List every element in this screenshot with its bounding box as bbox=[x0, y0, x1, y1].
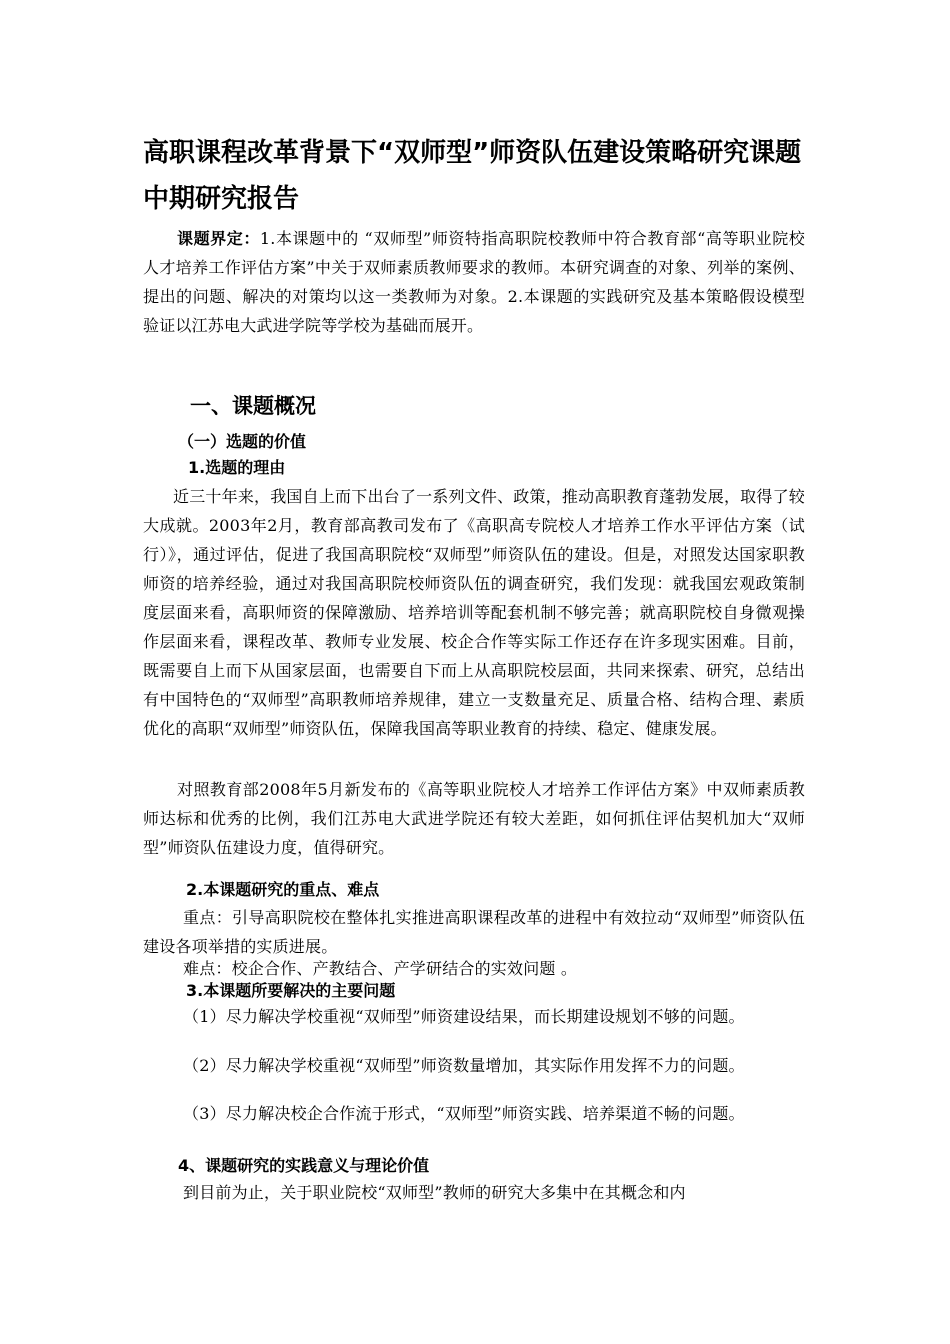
problem-point: （3）尽力解决校企合作流于形式，“双师型”师资实践、培养渠道不畅的问题。 bbox=[183, 1104, 745, 1123]
item-heading-key-points: 2.本课题研究的重点、难点 bbox=[186, 880, 380, 899]
item-heading-main-problems: 3.本课题所要解决的主要问题 bbox=[186, 981, 396, 1000]
key-point-paragraph: 重点：引导高职院校在整体扎实推进高职课程改革的进程中有效拉动“双师型”师资队伍建设各项举措的实质进展。 bbox=[143, 908, 805, 956]
item-heading-significance: 4、课题研究的实践意义与理论价值 bbox=[178, 1156, 430, 1175]
definition-text: 1.本课题中的 “双师型”师资特指高职院校教师中符合教育部“高等职业院校人才培养工作评估方案”中关于双师素质教师要求的教师。本研究调查的对象、列举的案例、提出的问题、解决的对策均以这一类教师为对象。2.本课题的实践研究及基本策略假设模型验证以江苏电大武进学院等学校为基础而展开。 bbox=[143, 229, 805, 335]
definition-paragraph bbox=[143, 224, 805, 340]
reasons-paragraph-2: 对照教育部2008年5月新发布的《高等职业院校人才培养工作评估方案》中双师素质教师达标和优秀的比例，我们江苏电大武进学院还有较大差距，如何抓住评估契机加大“双师型”师资队伍建设力度，值得研究。 bbox=[143, 780, 805, 857]
section-heading-overview: 一、课题概况 bbox=[190, 394, 316, 418]
definition-label: 课题界定： bbox=[177, 229, 260, 248]
item-heading-reasons: 1.选题的理由 bbox=[188, 458, 286, 477]
problem-point: （2）尽力解决学校重视“双师型”师资数量增加，其实际作用发挥不力的问题。 bbox=[183, 1056, 745, 1075]
difficulty-paragraph: 难点：校企合作、产教结合、产学研结合的实效问题 。 bbox=[183, 959, 578, 978]
subsection-heading-value: （一）选题的价值 bbox=[178, 432, 307, 451]
significance-paragraph: 到目前为止，关于职业院校“双师型”教师的研究大多集中在其概念和内 bbox=[183, 1183, 686, 1202]
reasons-paragraph-1: 近三十年来，我国自上而下出台了一系列文件、政策，推动高职教育蓬勃发展，取得了较大成就。2003年2月，教育部高教司发布了《高职高专院校人才培养工作水平评估方案（试行）》，通过评估，促进了我国高职院校“双师型”师资队伍的建设。但是，对照发达国家职教师资的培养经验，通过对我国高职院校师资队伍的调查研究，我们发现：就我国宏观政策制度层面来看，高职师资的保障激励、培养培训等配套机制不够完善；就高职院校自身微观操作层面来看，课程改革、教师专业发展、校企合作等实际工作还存在许多现实困难。目前，既需要自上而下从国家层面，也需要自下而上从高职院校层面，共同来探索、研究，总结出有中国特色的“双师型”高职教师培养规律，建立一支数量充足、质量合格、结构合理、素质优化的高职“双师型”师资队伍，保障我国高等职业教育的持续、稳定、健康发展。 bbox=[143, 487, 805, 738]
document-title: 高职课程改革背景下“双师型”师资队伍建设策略研究课题中期研究报告 bbox=[143, 138, 802, 214]
problem-point: （1）尽力解决学校重视“双师型”师资建设结果，而长期建设规划不够的问题。 bbox=[183, 1007, 745, 1026]
